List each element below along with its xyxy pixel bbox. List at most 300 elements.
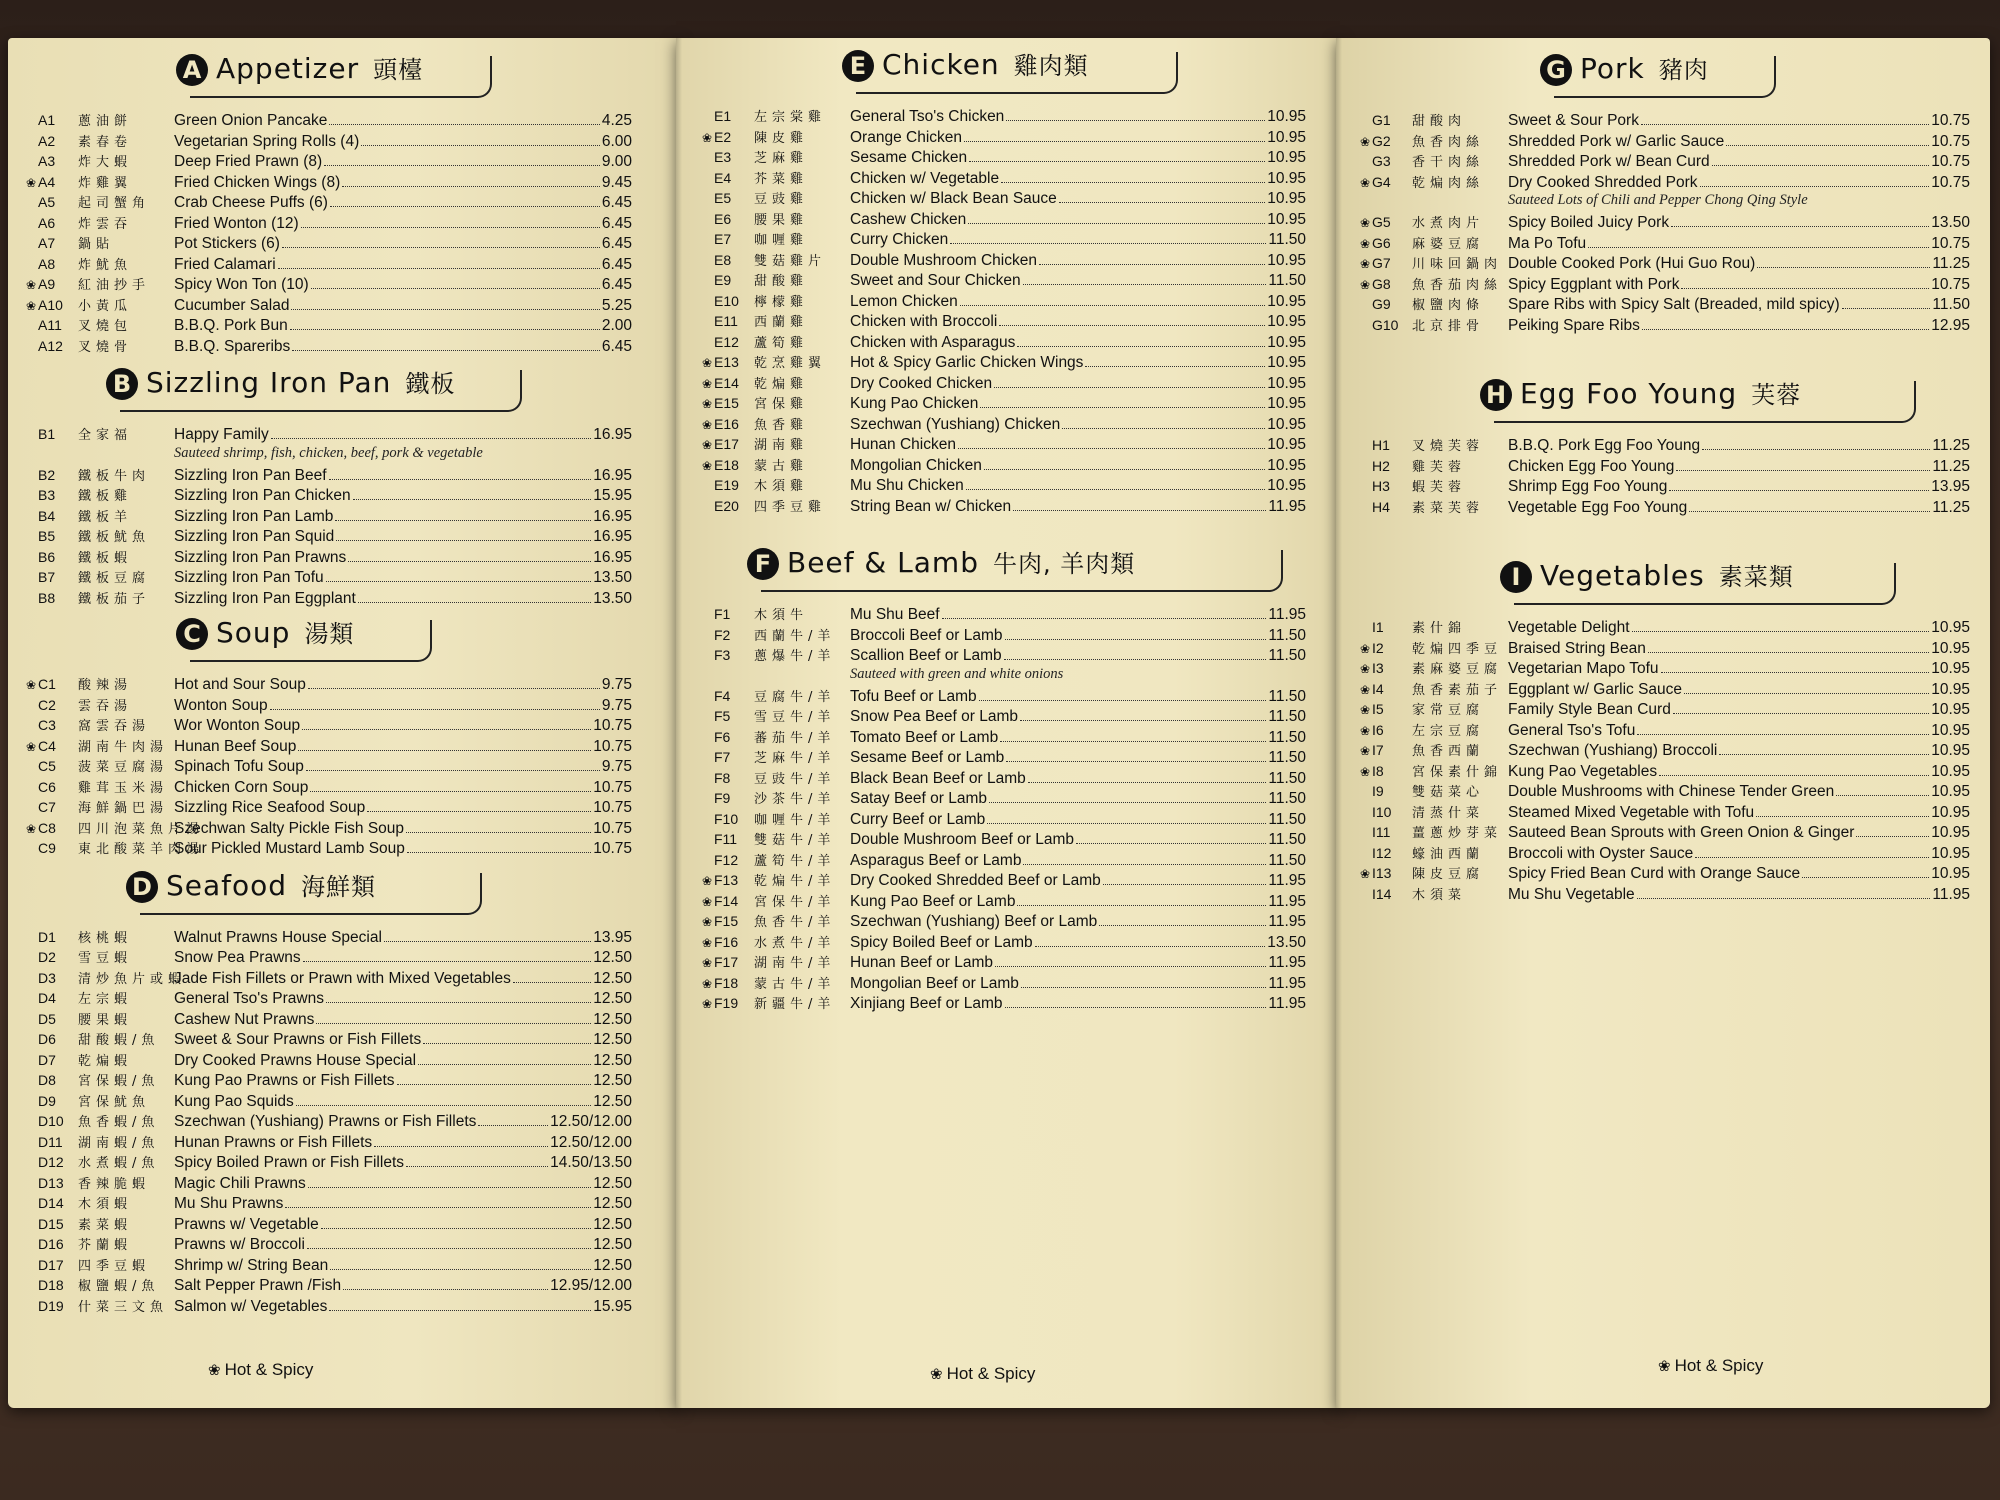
item-price: 10.75 (593, 840, 632, 857)
dot-leader (1028, 782, 1267, 783)
item-name: Spare Ribs with Spicy Salt (Breaded, mild spicy) (1508, 296, 1840, 313)
menu-item (26, 526, 632, 547)
section-title-en: Pork (1580, 52, 1645, 85)
section-title-cn: 湯類 (304, 620, 355, 648)
dot-leader (1020, 720, 1266, 721)
item-code: H2 (1372, 457, 1390, 474)
item-code: F9 (714, 790, 731, 806)
dot-leader (290, 329, 600, 330)
menu-item (26, 336, 632, 357)
chili-pepper-icon: ❀ (702, 458, 713, 473)
dot-leader (278, 268, 600, 269)
item-name-cn: 湖南蝦/魚 (78, 1135, 160, 1151)
item-name: Broccoli Beef or Lamb (850, 626, 1003, 644)
dot-leader (984, 469, 1265, 470)
dot-leader (1659, 775, 1929, 776)
item-name: Sesame Chicken (850, 149, 968, 166)
menu-item (26, 1050, 632, 1071)
menu-item (26, 1111, 632, 1132)
chili-pepper-icon: ❀ (1360, 134, 1371, 149)
item-code: F4 (714, 687, 731, 704)
section-header (26, 50, 632, 100)
item-name-cn: 雞芙蓉 (1412, 459, 1467, 475)
item-code: E19 (714, 477, 739, 493)
item-name-cn: 椒鹽肉條 (1412, 298, 1485, 313)
menu-item (26, 988, 632, 1009)
item-code: H3 (1372, 478, 1390, 494)
item-code: D10 (38, 1113, 64, 1129)
item-price: 11.50 (1268, 831, 1306, 848)
item-name: Sweet & Sour Prawns or Fish Fillets (174, 1031, 422, 1048)
item-price: 11.50 (1268, 708, 1306, 725)
item-name: Szechwan Salty Pickle Fish Soup (174, 819, 405, 837)
item-price: 6.45 (601, 235, 632, 252)
item-name: Dry Cooked Shredded Pork (1508, 173, 1698, 191)
section-title-en: Chicken (882, 48, 1000, 81)
item-price: 14.50/13.50 (550, 1154, 632, 1171)
dot-leader (1802, 877, 1929, 878)
item-name-cn: 雙菇牛/羊 (754, 833, 836, 848)
item-code: D12 (38, 1154, 64, 1170)
item-name: General Tso's Prawns (174, 990, 324, 1007)
item-name-cn: 芝麻雞 (754, 151, 809, 166)
item-name: Sweet & Sour Pork (1508, 112, 1639, 129)
menu-item (702, 727, 1306, 748)
dot-leader (1062, 428, 1265, 429)
item-name: Double Mushrooms with Chinese Tender Green (1508, 783, 1835, 800)
menu-item (26, 968, 632, 989)
item-name: Hunan Prawns or Fish Fillets (174, 1133, 373, 1151)
menu-item (702, 270, 1306, 291)
chili-pepper-icon: ❀ (1360, 744, 1371, 758)
dot-leader (321, 1228, 591, 1229)
item-code: H1 (1372, 437, 1390, 453)
item-name-cn: 鐵板魷魚 (78, 530, 151, 545)
item-name: Mongolian Beef or Lamb (850, 974, 1019, 992)
menu-item (26, 1132, 632, 1153)
menu-item (26, 233, 632, 254)
item-price: 10.95 (1931, 639, 1970, 657)
dot-leader (478, 1125, 548, 1126)
section-title (787, 544, 1135, 579)
section-vegetables (1360, 557, 1970, 904)
dot-leader (1099, 925, 1266, 926)
menu-item (702, 209, 1306, 230)
dot-leader (270, 709, 600, 710)
dot-leader (361, 145, 600, 146)
dot-leader (406, 1166, 548, 1167)
item-name-cn: 乾煸牛/羊 (754, 874, 836, 889)
item-code: F12 (714, 851, 739, 868)
dot-leader (1637, 898, 1931, 899)
dot-leader (285, 1207, 591, 1208)
item-name-cn: 甜酸蝦/魚 (78, 1033, 160, 1048)
menu-item (1360, 435, 1970, 456)
item-code: D14 (38, 1195, 64, 1211)
menu-item (26, 736, 632, 757)
chili-pepper-icon: ❀ (702, 356, 713, 370)
section-sizzling-iron-pan (26, 364, 632, 608)
item-price: 12.50 (593, 1010, 632, 1028)
dot-leader (1023, 284, 1267, 285)
chili-pepper-icon: ❀ (1360, 662, 1371, 676)
item-code: I9 (1372, 783, 1384, 799)
dot-leader (1023, 864, 1266, 865)
item-price: 10.95 (1267, 251, 1306, 269)
dot-leader (384, 941, 591, 942)
menu-item (702, 686, 1306, 707)
item-price: 10.95 (1267, 292, 1306, 310)
menu-item (26, 567, 632, 588)
menu-item (1360, 822, 1970, 843)
item-name-cn: 什菜三文魚 (78, 1299, 169, 1315)
dot-leader (1085, 366, 1265, 367)
dot-leader (1641, 124, 1929, 125)
dot-leader (1712, 165, 1930, 166)
item-name: Orange Chicken (850, 128, 963, 146)
chili-pepper-icon: ❀ (702, 130, 713, 145)
item-name-cn: 魚香牛/羊 (754, 915, 836, 930)
dot-leader (324, 165, 600, 166)
item-code: C6 (38, 778, 56, 795)
dot-leader (282, 247, 600, 248)
item-name-cn: 新疆牛/羊 (754, 997, 836, 1012)
item-code: I10 (1372, 803, 1392, 820)
item-price: 12.50 (593, 1174, 632, 1192)
dot-leader (374, 1146, 548, 1147)
item-name: Hot & Spicy Garlic Chicken Wings (850, 354, 1084, 371)
menu-item (26, 151, 632, 172)
item-name: Prawns w/ Broccoli (174, 1236, 305, 1253)
chili-pepper-icon: ❀ (702, 397, 713, 411)
item-price: 11.50 (1268, 769, 1306, 787)
menu-item (26, 424, 632, 445)
section-title-cn: 豬肉 (1658, 56, 1709, 84)
dot-leader (1856, 836, 1929, 837)
item-code: I14 (1372, 885, 1392, 902)
item-name: Sour Pickled Mustard Lamb Soup (174, 840, 405, 857)
dot-leader (1836, 795, 1929, 796)
item-name: Kung Pao Chicken (850, 395, 979, 412)
section-title (146, 364, 455, 399)
item-name: Spicy Won Ton (10) (174, 276, 309, 293)
item-name-cn: 素春卷 (78, 134, 133, 150)
item-price: 10.95 (1931, 680, 1970, 698)
item-price: 11.50 (1932, 296, 1970, 313)
dot-leader (980, 407, 1265, 408)
dot-leader (1004, 659, 1267, 660)
item-code: G2 (1372, 132, 1391, 149)
menu-item (702, 932, 1306, 953)
item-name: Salmon w/ Vegetables (174, 1297, 328, 1315)
dot-leader (1013, 510, 1266, 511)
menu-item (1360, 884, 1970, 905)
section-title (1540, 557, 1794, 592)
chili-pepper-icon: ❀ (702, 976, 713, 991)
item-code: F19 (714, 995, 739, 1011)
item-name: Sizzling Iron Pan Beef (174, 466, 327, 484)
item-code: G7 (1372, 255, 1391, 271)
dot-leader (358, 602, 591, 603)
item-name: Hunan Beef Soup (174, 737, 297, 755)
item-name: Mu Shu Beef (850, 606, 940, 623)
dot-leader (336, 540, 591, 541)
item-price: 10.75 (593, 737, 632, 755)
item-name-cn: 素什錦 (1412, 621, 1467, 636)
item-name-cn: 左宗蝦 (78, 992, 133, 1007)
item-code: G6 (1372, 234, 1391, 251)
dot-leader (406, 832, 591, 833)
item-name: Eggplant w/ Garlic Sauce (1508, 680, 1683, 698)
dot-leader (989, 802, 1266, 803)
item-name-cn: 湖南雞 (754, 438, 809, 453)
item-name-cn: 家常豆腐 (1412, 703, 1485, 718)
menu-item (26, 192, 632, 213)
item-price: 11.95 (1268, 913, 1306, 930)
item-name-cn: 香干肉絲 (1412, 155, 1485, 170)
menu-item (702, 168, 1306, 189)
item-code: F15 (714, 913, 739, 929)
item-code: F16 (714, 933, 739, 950)
item-name: Ma Po Tofu (1508, 234, 1587, 252)
dot-leader (418, 1064, 591, 1065)
item-price: 11.25 (1932, 255, 1970, 272)
dot-leader (271, 438, 591, 439)
menu-item (26, 547, 632, 568)
menu-item (26, 838, 632, 859)
dot-leader (966, 489, 1265, 490)
item-price: 12.50 (593, 1195, 632, 1212)
dot-leader (301, 227, 600, 228)
item-name-cn: 叉燒骨 (78, 339, 133, 355)
item-price: 10.95 (1267, 169, 1306, 187)
item-name-cn: 甜酸雞 (754, 274, 809, 289)
section-header (702, 544, 1306, 594)
dot-leader (1673, 713, 1929, 714)
item-name-cn: 水煮蝦/魚 (78, 1156, 160, 1171)
item-code: C1 (38, 676, 56, 692)
item-name-cn: 魚香茄肉絲 (1412, 277, 1503, 293)
section-title-en: Egg Foo Young (1520, 377, 1738, 410)
dot-leader (1006, 120, 1265, 121)
item-name-cn: 酸辣湯 (78, 678, 133, 693)
menu-item (702, 332, 1306, 353)
item-code: F7 (714, 749, 731, 765)
item-price: 11.95 (1268, 606, 1306, 623)
dot-leader (291, 309, 599, 310)
item-code: F17 (714, 954, 739, 970)
item-price: 13.50 (593, 589, 632, 607)
dot-leader (1684, 693, 1929, 694)
item-name-cn: 鐵板茄子 (78, 591, 151, 607)
section-header (26, 867, 632, 917)
dot-leader (1689, 511, 1930, 512)
item-price: 12.50 (593, 1215, 632, 1233)
item-name-cn: 川味回鍋肉 (1412, 257, 1503, 272)
item-code: H4 (1372, 498, 1390, 515)
chili-pepper-icon: ❀ (930, 1366, 943, 1383)
menu-item (702, 455, 1306, 476)
item-name: Mu Shu Prawns (174, 1195, 284, 1212)
item-code: E16 (714, 415, 739, 432)
item-name: Double Mushroom Beef or Lamb (850, 831, 1075, 848)
dot-leader (342, 186, 600, 187)
chili-pepper-icon: ❀ (1360, 764, 1371, 779)
item-name: Shredded Pork w/ Garlic Sauce (1508, 132, 1725, 150)
item-name-cn: 四季豆蝦 (78, 1258, 151, 1274)
menu-item (26, 797, 632, 818)
hot-spicy-legend (208, 1360, 313, 1380)
section-title (882, 46, 1089, 81)
item-name-cn: 炸魷魚 (78, 257, 133, 273)
item-name-cn: 海鮮鍋巴湯 (78, 801, 169, 816)
menu-item (1360, 617, 1970, 638)
item-name-cn: 乾煸四季豆 (1412, 641, 1503, 657)
item-name: Peiking Spare Ribs (1508, 316, 1640, 334)
item-name-cn: 香辣脆蝦 (78, 1176, 151, 1192)
item-name: B.B.Q. Spareribs (174, 337, 291, 355)
item-name: Shredded Pork w/ Bean Curd (1508, 153, 1710, 170)
item-code: E7 (714, 231, 732, 247)
item-price: 10.95 (1931, 742, 1970, 759)
item-code: D5 (38, 1010, 56, 1027)
menu-item (26, 274, 632, 295)
section-letter-badge: G (1540, 54, 1572, 86)
chili-pepper-icon: ❀ (1360, 277, 1371, 292)
menu-item (26, 110, 632, 131)
item-name: B.B.Q. Pork Egg Foo Young (1508, 437, 1701, 454)
item-price: 12.50 (593, 949, 632, 966)
dot-leader (1059, 202, 1265, 203)
menu-item (1360, 679, 1970, 700)
menu-item (702, 250, 1306, 271)
item-code: G3 (1372, 153, 1391, 169)
section-header (26, 614, 632, 664)
item-name: Cucumber Salad (174, 296, 290, 314)
menu-item (702, 291, 1306, 312)
section-letter-badge: F (747, 548, 779, 580)
menu-item (1360, 476, 1970, 497)
item-name-cn: 薑蔥炒芽菜 (1412, 826, 1503, 841)
chili-pepper-icon: ❀ (26, 678, 37, 692)
item-price: 10.75 (1931, 112, 1970, 129)
item-price: 10.95 (1267, 333, 1306, 351)
item-code: A12 (38, 337, 63, 354)
menu-item (702, 475, 1306, 496)
menu-panel-left (8, 38, 680, 1408)
item-name-cn: 核桃蝦 (78, 930, 133, 946)
chili-pepper-icon: ❀ (702, 376, 713, 391)
menu-item (702, 645, 1306, 666)
item-price: 12.50 (593, 1236, 632, 1253)
menu-item (702, 106, 1306, 127)
dot-leader (1039, 264, 1265, 265)
item-name-cn: 腰果蝦 (78, 1012, 133, 1028)
section-header (702, 46, 1306, 96)
item-price: 13.50 (1267, 933, 1306, 951)
item-code: I7 (1372, 742, 1384, 758)
item-price: 10.95 (1267, 456, 1306, 474)
item-name: Kung Pao Squids (174, 1092, 294, 1110)
menu-item (1360, 110, 1970, 131)
item-price: 10.95 (1931, 762, 1970, 780)
legend-label: Hot & Spicy (224, 1360, 314, 1379)
item-name-cn: 蘆筍牛/羊 (754, 853, 836, 869)
item-code: D11 (38, 1133, 63, 1150)
item-price: 10.95 (1267, 313, 1306, 330)
dot-leader (968, 223, 1265, 224)
item-name-cn: 素菜蝦 (78, 1217, 133, 1233)
item-name-cn: 鐵板雞 (78, 489, 133, 504)
item-name-cn: 檸檬雞 (754, 294, 809, 310)
item-price: 11.25 (1932, 437, 1970, 454)
item-price: 5.25 (601, 296, 632, 314)
item-name-cn: 麻婆豆腐 (1412, 236, 1485, 252)
menu-item (1360, 294, 1970, 315)
item-code: E6 (714, 210, 732, 227)
item-code: I11 (1372, 824, 1391, 840)
item-name-cn: 清蒸什菜 (1412, 805, 1485, 821)
item-price: 11.50 (1268, 790, 1306, 807)
menu-item (1360, 315, 1970, 336)
menu-item (26, 254, 632, 275)
dot-leader (1695, 857, 1929, 858)
item-price: 12.50 (593, 1031, 632, 1048)
item-name: Dry Cooked Chicken (850, 374, 993, 392)
menu-item (1360, 843, 1970, 864)
item-code: A5 (38, 194, 56, 210)
menu-item (1360, 497, 1970, 518)
dot-leader (994, 387, 1265, 388)
section-title-en: Appetizer (216, 52, 360, 85)
dot-leader (316, 1023, 591, 1024)
item-name-cn: 蔥油餅 (78, 114, 133, 129)
chili-pepper-icon: ❀ (1658, 1358, 1671, 1375)
item-name: Snow Pea Prawns (174, 949, 301, 966)
section-title-en: Beef & Lamb (787, 546, 979, 579)
item-name: General Tso's Tofu (1508, 721, 1636, 739)
dot-leader (1681, 288, 1929, 289)
menu-item (26, 1234, 632, 1255)
dot-leader (1000, 741, 1266, 742)
item-name: Sizzling Iron Pan Tofu (174, 569, 324, 586)
item-name-cn: 豆腐牛/羊 (754, 689, 836, 705)
chili-pepper-icon: ❀ (702, 874, 713, 888)
item-code: I12 (1372, 844, 1392, 861)
item-name: Chicken Corn Soup (174, 778, 309, 796)
item-code: F1 (714, 606, 731, 622)
item-price: 11.95 (1268, 872, 1306, 889)
chili-pepper-icon: ❀ (208, 1362, 221, 1379)
section-title-cn: 素菜類 (1718, 563, 1794, 591)
item-name-cn: 蕃茄牛/羊 (754, 730, 836, 746)
item-code: B7 (38, 569, 56, 585)
item-price: 2.00 (601, 317, 632, 334)
item-code: A2 (38, 132, 56, 149)
dot-leader (397, 1084, 592, 1085)
item-name-cn: 炸雞翼 (78, 175, 133, 191)
item-price: 12.50/12.00 (550, 1113, 632, 1130)
item-price: 9.75 (601, 696, 632, 714)
item-price: 11.50 (1268, 626, 1306, 644)
item-name: Fried Wonton (12) (174, 214, 299, 232)
item-code: E8 (714, 251, 732, 268)
dot-leader (367, 811, 591, 812)
item-name-cn: 咖喱牛/羊 (754, 812, 836, 828)
item-name: Vegetable Egg Foo Young (1508, 498, 1688, 516)
item-name: Curry Chicken (850, 231, 949, 248)
item-code: B8 (38, 589, 56, 606)
